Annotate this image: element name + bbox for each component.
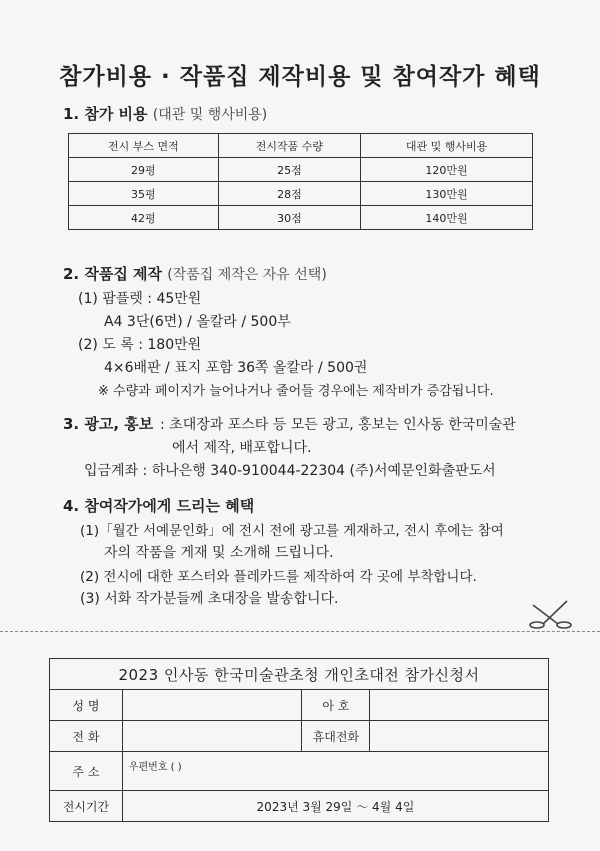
mobile-label: 휴대전화 [302,721,370,752]
cut-line [0,631,600,632]
fee-table-header [69,134,533,158]
table-row [69,158,533,182]
fee-cell: 30점 [218,206,360,230]
section-2-heading: 2. 작품집 제작 (작품집 제작은 자유 선택) [63,265,327,283]
fee-cell: 35평 [69,182,219,206]
benefit-3: (3) 서화 작가분들께 초대장을 발송합니다. [80,591,339,607]
postal-code: 우편번호 ( ) [128,762,182,773]
fee-cell: 120만원 [361,158,533,182]
phone-label: 전 화 [50,721,123,752]
name-label: 성 명 [50,690,123,721]
application-form [49,658,549,822]
pen-name-field[interactable] [370,690,549,721]
bank-account: 입금계좌 : 하나은행 340-910044-22304 (주)서예문인화출판도서 [84,463,496,479]
cost-note: ※ 수량과 페이지가 늘어나거나 줄어들 경우에는 제작비가 증감됩니다. [98,384,494,399]
pamphlet-price: (1) 팜플렛 : 45만원 [78,291,202,307]
ad-text-cont: 에서 제작, 배포합니다. [172,440,312,456]
address-field[interactable] [122,752,548,791]
name-field[interactable] [122,690,302,721]
fee-cell: 25점 [218,158,360,182]
benefit-2: (2) 전시에 대한 포스터와 플레카드를 제작하여 각 곳에 부착합니다. [80,569,477,585]
fee-col-header: 전시작품 수량 [218,134,360,158]
fee-cell: 130만원 [361,182,533,206]
benefit-1-cont: 자의 작품을 게재 및 소개해 드립니다. [104,545,334,561]
ad-text: : 초대장과 포스타 등 모든 광고, 홍보는 인사동 한국미술관 [160,417,516,433]
address-label: 주 소 [50,752,123,791]
section-1-sub: (대관 및 행사비용) [152,107,268,123]
exhibition-period: 2023년 3월 29일 ～ 4월 4일 [122,791,548,822]
section-2-sub: (작품집 제작은 자유 선택) [167,267,327,283]
fee-col-header: 대관 및 행사비용 [361,134,533,158]
mobile-field[interactable] [370,721,549,752]
fee-col-header: 전시 부스 면적 [69,134,219,158]
catalog-price: (2) 도 록 : 180만원 [78,337,202,353]
catalog-spec: 4×6배판 / 표지 포함 36쪽 올칼라 / 500권 [104,360,368,376]
scissors-icon [527,599,573,637]
phone-field[interactable] [122,721,302,752]
fee-table [68,133,533,230]
pamphlet-spec: A4 3단(6면) / 올칼라 / 500부 [104,314,291,330]
table-row [69,206,533,230]
benefit-1: (1)「월간 서예문인화」에 전시 전에 광고를 게재하고, 전시 후에는 참여 [80,523,504,539]
page-title: 참가비용 · 작품집 제작비용 및 참여작가 혜택 [59,64,541,90]
table-row [69,182,533,206]
section-1-heading: 1. 참가 비용 (대관 및 행사비용) [63,105,268,123]
section-4-heading: 4. 참여작가에게 드리는 혜택 [63,497,255,515]
fee-cell: 28점 [218,182,360,206]
period-label: 전시기간 [50,791,123,822]
fee-cell: 42평 [69,206,219,230]
pen-name-label: 아 호 [302,690,370,721]
fee-cell: 29평 [69,158,219,182]
section-3-heading: 3. 광고, 홍보 [63,415,154,433]
fee-cell: 140만원 [361,206,533,230]
form-title: 2023 인사동 한국미술관초청 개인초대전 참가신청서 [50,659,549,690]
